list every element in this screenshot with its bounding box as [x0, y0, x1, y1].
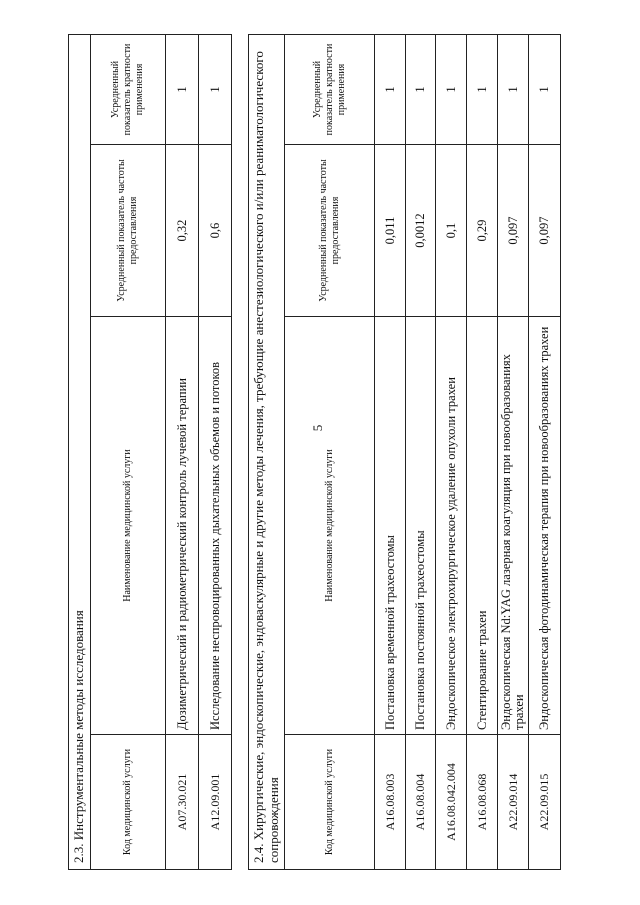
header-code: Код медицинской услуги	[91, 735, 166, 870]
frequency-value: 0,097	[529, 145, 561, 317]
table-row	[436, 34, 467, 869]
header-name: Наименование медицинской услуги	[285, 317, 375, 735]
service-name: Постановка временной трахеостомы	[375, 317, 406, 735]
multiplicity-value: 1	[375, 34, 406, 144]
multiplicity-value: 1	[529, 34, 561, 144]
service-name: Постановка постоянной трахеостомы	[406, 317, 436, 735]
header-frequency: Усредненный показатель частоты предоставления	[91, 145, 166, 317]
frequency-value: 0,29	[467, 145, 498, 317]
header-multiplicity: Усредненный показатель кратности применения	[91, 34, 166, 144]
table-row	[529, 34, 561, 869]
multiplicity-value: 1	[467, 34, 498, 144]
service-name: Эндоскопическая фотодинамическая терапия при новообразованиях трахеи	[529, 317, 561, 735]
service-name: Эндоскопическая Nd:YAG лазерная коагуляция при новообразованиях трахеи	[498, 317, 529, 735]
multiplicity-value: 1	[166, 34, 199, 144]
frequency-value: 0,097	[498, 145, 529, 317]
frequency-value: 0,1	[436, 145, 467, 317]
section-title: 2.4. Хирургические, эндоскопические, эндоваскулярные и другие методы лечения, требующие анестезиологического и/или реаниматологического сопровождения	[249, 34, 285, 869]
service-code: A22.09.014	[498, 735, 529, 870]
frequency-value: 0,011	[375, 145, 406, 317]
header-frequency: Усредненный показатель частоты предоставления	[285, 145, 375, 317]
service-code: A16.08.003	[375, 735, 406, 870]
table-row	[199, 34, 232, 869]
service-name: Стентирование трахеи	[467, 317, 498, 735]
frequency-value: 0,6	[199, 145, 232, 317]
section-title: 2.3. Инструментальные методы исследования	[69, 34, 91, 869]
frequency-value: 0,32	[166, 145, 199, 317]
multiplicity-value: 1	[406, 34, 436, 144]
service-name: Исследование неспровоцированных дыхательных объемов и потоков	[199, 317, 232, 735]
table-row	[498, 34, 529, 869]
service-code: A12.09.001	[199, 735, 232, 870]
multiplicity-value: 1	[498, 34, 529, 144]
table-surgical-methods	[248, 35, 560, 870]
service-code: A16.08.004	[406, 735, 436, 870]
header-code: Код медицинской услуги	[285, 735, 375, 870]
service-code: A16.08.042.004	[436, 735, 467, 870]
multiplicity-value: 1	[199, 34, 232, 144]
service-code: A07.30.021	[166, 735, 199, 870]
table-row	[166, 34, 199, 869]
frequency-value: 0,0012	[406, 145, 436, 317]
header-multiplicity: Усредненный показатель кратности применения	[285, 34, 375, 144]
service-code: A16.08.068	[467, 735, 498, 870]
service-name: Эндоскопическое электрохирургическое удаление опухоли трахеи	[436, 317, 467, 735]
multiplicity-value: 1	[436, 34, 467, 144]
table-row	[406, 34, 436, 869]
header-name: Наименование медицинской услуги	[91, 317, 166, 735]
page-number: 5	[310, 424, 325, 432]
table-row	[467, 34, 498, 869]
service-code: A22.09.015	[529, 735, 561, 870]
table-instrumental-methods	[68, 35, 231, 870]
table-row	[375, 34, 406, 869]
service-name: Дозиметрический и радиометрический контроль лучевой терапии	[166, 317, 199, 735]
